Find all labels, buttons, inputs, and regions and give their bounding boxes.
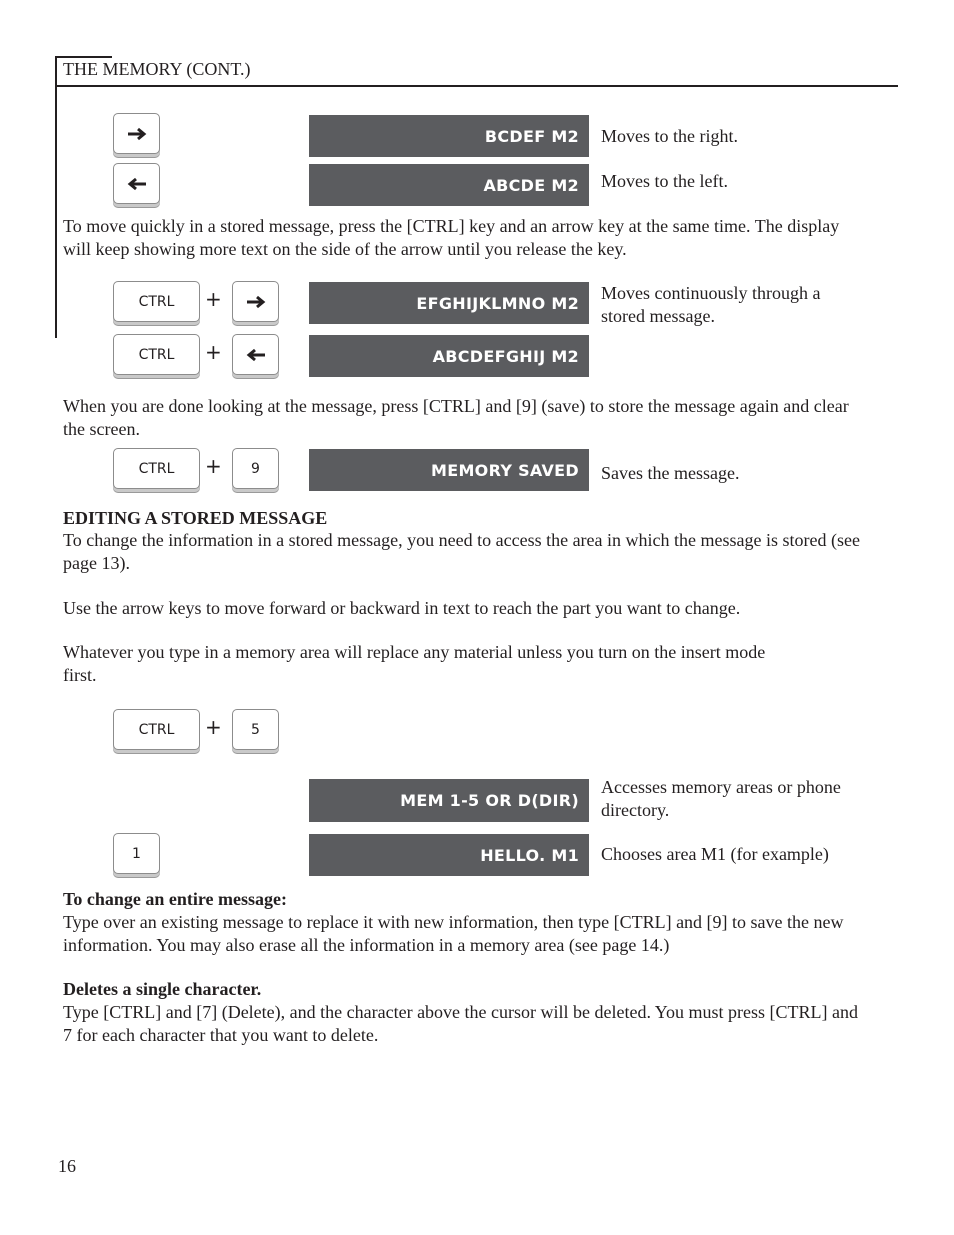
subheading: Deletes a single character. xyxy=(63,979,262,999)
lcd-display: MEM 1-5 OR D(DIR) xyxy=(309,779,589,822)
plus-sign: + xyxy=(205,454,222,478)
description: Accesses memory areas or phone directory. xyxy=(601,777,841,820)
paragraph: Type [CTRL] and [7] (Delete), and the character above the cursor will be deleted. You must press [CTRL] and 7 for each character that you want to delete. xyxy=(63,1002,858,1045)
ctrl-key: CTRL xyxy=(113,448,200,489)
plus-sign: + xyxy=(205,340,222,364)
left-arrow-key xyxy=(232,334,279,375)
ctrl-key: CTRL xyxy=(113,281,200,322)
five-key: 5 xyxy=(232,709,279,750)
description: Chooses area M1 (for example) xyxy=(601,844,829,864)
page-number: 16 xyxy=(58,1156,76,1176)
lcd-display: BCDEF M2 xyxy=(309,115,589,157)
paragraph: Whatever you type in a memory area will replace any material unless you turn on the insert mode first. xyxy=(63,642,766,685)
one-key: 1 xyxy=(113,833,160,874)
lcd-display: ABCDE M2 xyxy=(309,164,589,206)
description: Saves the message. xyxy=(601,463,740,483)
right-arrow-key xyxy=(232,281,279,322)
lcd-display: MEMORY SAVED xyxy=(309,449,589,491)
section-heading: EDITING A STORED MESSAGE xyxy=(63,508,328,528)
lcd-display: HELLO. M1 xyxy=(309,834,589,876)
left-arrow-key xyxy=(113,163,160,204)
plus-sign: + xyxy=(205,287,222,311)
nine-key: 9 xyxy=(232,448,279,489)
subheading: To change an entire message: xyxy=(63,889,287,909)
section-title: THE MEMORY (CONT.) xyxy=(63,59,251,79)
header-rule xyxy=(56,85,898,87)
description: Moves to the right. xyxy=(601,126,738,146)
left-arrow-icon xyxy=(127,177,147,191)
paragraph: To change the information in a stored message, you need to access the area in which the message is stored (see page 13). xyxy=(63,530,860,573)
description: Moves continuously through a stored message. xyxy=(601,283,821,326)
right-arrow-key xyxy=(113,113,160,154)
right-arrow-icon xyxy=(127,127,147,141)
paragraph: Type over an existing message to replace it with new information, then type [CTRL] and [9] to save the new information. You may also erase all the information in a memory area (see page 14.) xyxy=(63,912,844,955)
paragraph: When you are done looking at the message, press [CTRL] and [9] (save) to store the message again and clear the screen. xyxy=(63,396,849,439)
header-side-rule xyxy=(55,56,57,338)
description: Moves to the left. xyxy=(601,171,728,191)
left-arrow-icon xyxy=(246,348,266,362)
paragraph: To move quickly in a stored message, press the [CTRL] key and an arrow key at the same time. The display will keep showing more text on the side of the arrow until you release the key. xyxy=(63,216,840,259)
right-arrow-icon xyxy=(246,295,266,309)
lcd-display: ABCDEFGHIJ M2 xyxy=(309,335,589,377)
lcd-display: EFGHIJKLMNO M2 xyxy=(309,282,589,324)
ctrl-key: CTRL xyxy=(113,709,200,750)
paragraph: Use the arrow keys to move forward or backward in text to reach the part you want to change. xyxy=(63,598,741,618)
ctrl-key: CTRL xyxy=(113,334,200,375)
plus-sign: + xyxy=(205,715,222,739)
